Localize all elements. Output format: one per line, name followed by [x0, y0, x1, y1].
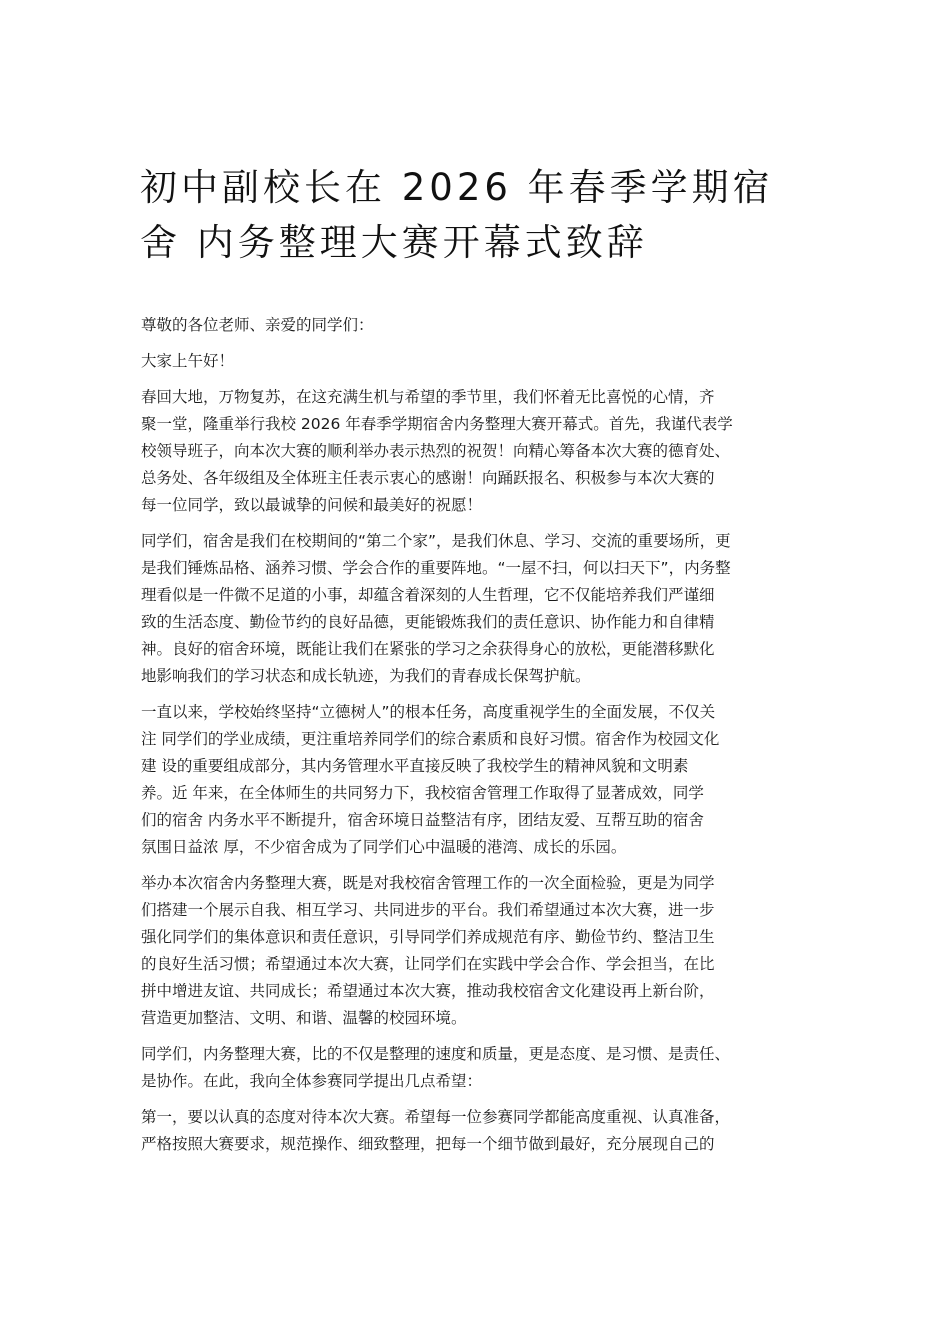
- paragraph-line: 同学们，内务整理大赛，比的不仅是整理的速度和质量，更是态度、是习惯、是责任、: [141, 1045, 731, 1063]
- paragraph-line: 地影响我们的学习状态和成长轨迹，为我们的青春成长保驾护航。: [141, 667, 591, 685]
- paragraph-line: 致的生活态度、勤俭节约的良好品德，更能锻炼我们的责任意识、协作能力和自律精: [141, 613, 715, 631]
- paragraph-line: 的良好生活习惯；希望通过本次大赛，让同学们在实践中学会合作、学会担当，在比: [141, 955, 715, 973]
- paragraph-line: 第一，要以认真的态度对待本次大赛。希望每一位参赛同学都能高度重视、认真准备，: [141, 1108, 731, 1126]
- title-line-1: 初中副校长在 2026 年春季学期宿: [140, 166, 774, 209]
- paragraph-line: 养。近 年来，在全体师生的共同努力下，我校宿舍管理工作取得了显著成效，同学: [141, 784, 704, 802]
- paragraph: [141, 1104, 821, 1158]
- paragraph-line: 校领导班子，向本次大赛的顺利举办表示热烈的祝贺！向精心筹备本次大赛的德育处、: [141, 442, 731, 460]
- paragraph-line: 一直以来，学校始终坚持“立德树人”的根本任务，高度重视学生的全面发展，不仅关: [141, 703, 716, 721]
- paragraph: [141, 348, 821, 375]
- paragraph-line: 营造更加整洁、文明、和谐、温馨的校园环境。: [141, 1009, 467, 1027]
- paragraph: [141, 528, 821, 690]
- paragraph: [141, 312, 821, 339]
- paragraph-line: 注 同学们的学业成绩，更注重培养同学们的综合素质和良好习惯。宿舍作为校园文化: [141, 730, 720, 748]
- document-title: [140, 160, 840, 270]
- paragraph-line: 总务处、各年级组及全体班主任表示衷心的感谢！向踊跃报名、积极参与本次大赛的: [141, 469, 715, 487]
- paragraph-line: 拼中增进友谊、共同成长；希望通过本次大赛，推动我校宿舍文化建设再上新台阶，: [141, 982, 715, 1000]
- document-body: [141, 312, 821, 1167]
- paragraph-line: 是协作。在此，我向全体参赛同学提出几点希望：: [141, 1072, 483, 1090]
- paragraph-line: 是我们锤炼品格、涵养习惯、学会合作的重要阵地。“一屋不扫，何以扫天下”，内务整: [141, 559, 731, 577]
- paragraph-line: 大家上午好！: [141, 352, 235, 370]
- paragraph-line: 建 设的重要组成部分，其内务管理水平直接反映了我校学生的精神风貌和文明素: [141, 757, 689, 775]
- paragraph-line: 同学们，宿舍是我们在校期间的“第二个家”，是我们休息、学习、交流的重要场所，更: [141, 532, 731, 550]
- paragraph-line: 举办本次宿舍内务整理大赛，既是对我校宿舍管理工作的一次全面检验，更是为同学: [141, 874, 715, 892]
- paragraph-line: 神。良好的宿舍环境，既能让我们在紧张的学习之余获得身心的放松，更能潜移默化: [141, 640, 715, 658]
- paragraph-line: 严格按照大赛要求，规范操作、细致整理，把每一个细节做到最好，充分展现自己的: [141, 1135, 715, 1153]
- paragraph: [141, 870, 821, 1032]
- paragraph-line: 强化同学们的集体意识和责任意识，引导同学们养成规范有序、勤俭节约、整洁卫生: [141, 928, 715, 946]
- paragraph: [141, 1041, 821, 1095]
- paragraph-line: 们搭建一个展示自我、相互学习、共同进步的平台。我们希望通过本次大赛，进一步: [141, 901, 715, 919]
- paragraph-line: 每一位同学，致以最诚挚的问候和最美好的祝愿！: [141, 496, 483, 514]
- paragraph-line: 理看似是一件微不足道的小事，却蕴含着深刻的人生哲理，它不仅能培养我们严谨细: [141, 586, 715, 604]
- paragraph: [141, 699, 821, 861]
- title-line-2: 舍 内务整理大赛开幕式致辞: [140, 221, 648, 264]
- paragraph-line: 聚一堂，隆重举行我校 2026 年春季学期宿舍内务整理大赛开幕式。首先，我谨代表学: [141, 415, 733, 433]
- paragraph: [141, 384, 821, 519]
- paragraph-line: 春回大地，万物复苏，在这充满生机与希望的季节里，我们怀着无比喜悦的心情，齐: [141, 388, 715, 406]
- paragraph-line: 尊敬的各位老师、亲爱的同学们：: [141, 316, 374, 334]
- paragraph-line: 们的宿舍 内务水平不断提升，宿舍环境日益整洁有序，团结友爱、互帮互助的宿舍: [141, 811, 704, 829]
- paragraph-line: 氛围日益浓 厚，不少宿舍成为了同学们心中温暖的港湾、成长的乐园。: [141, 838, 627, 856]
